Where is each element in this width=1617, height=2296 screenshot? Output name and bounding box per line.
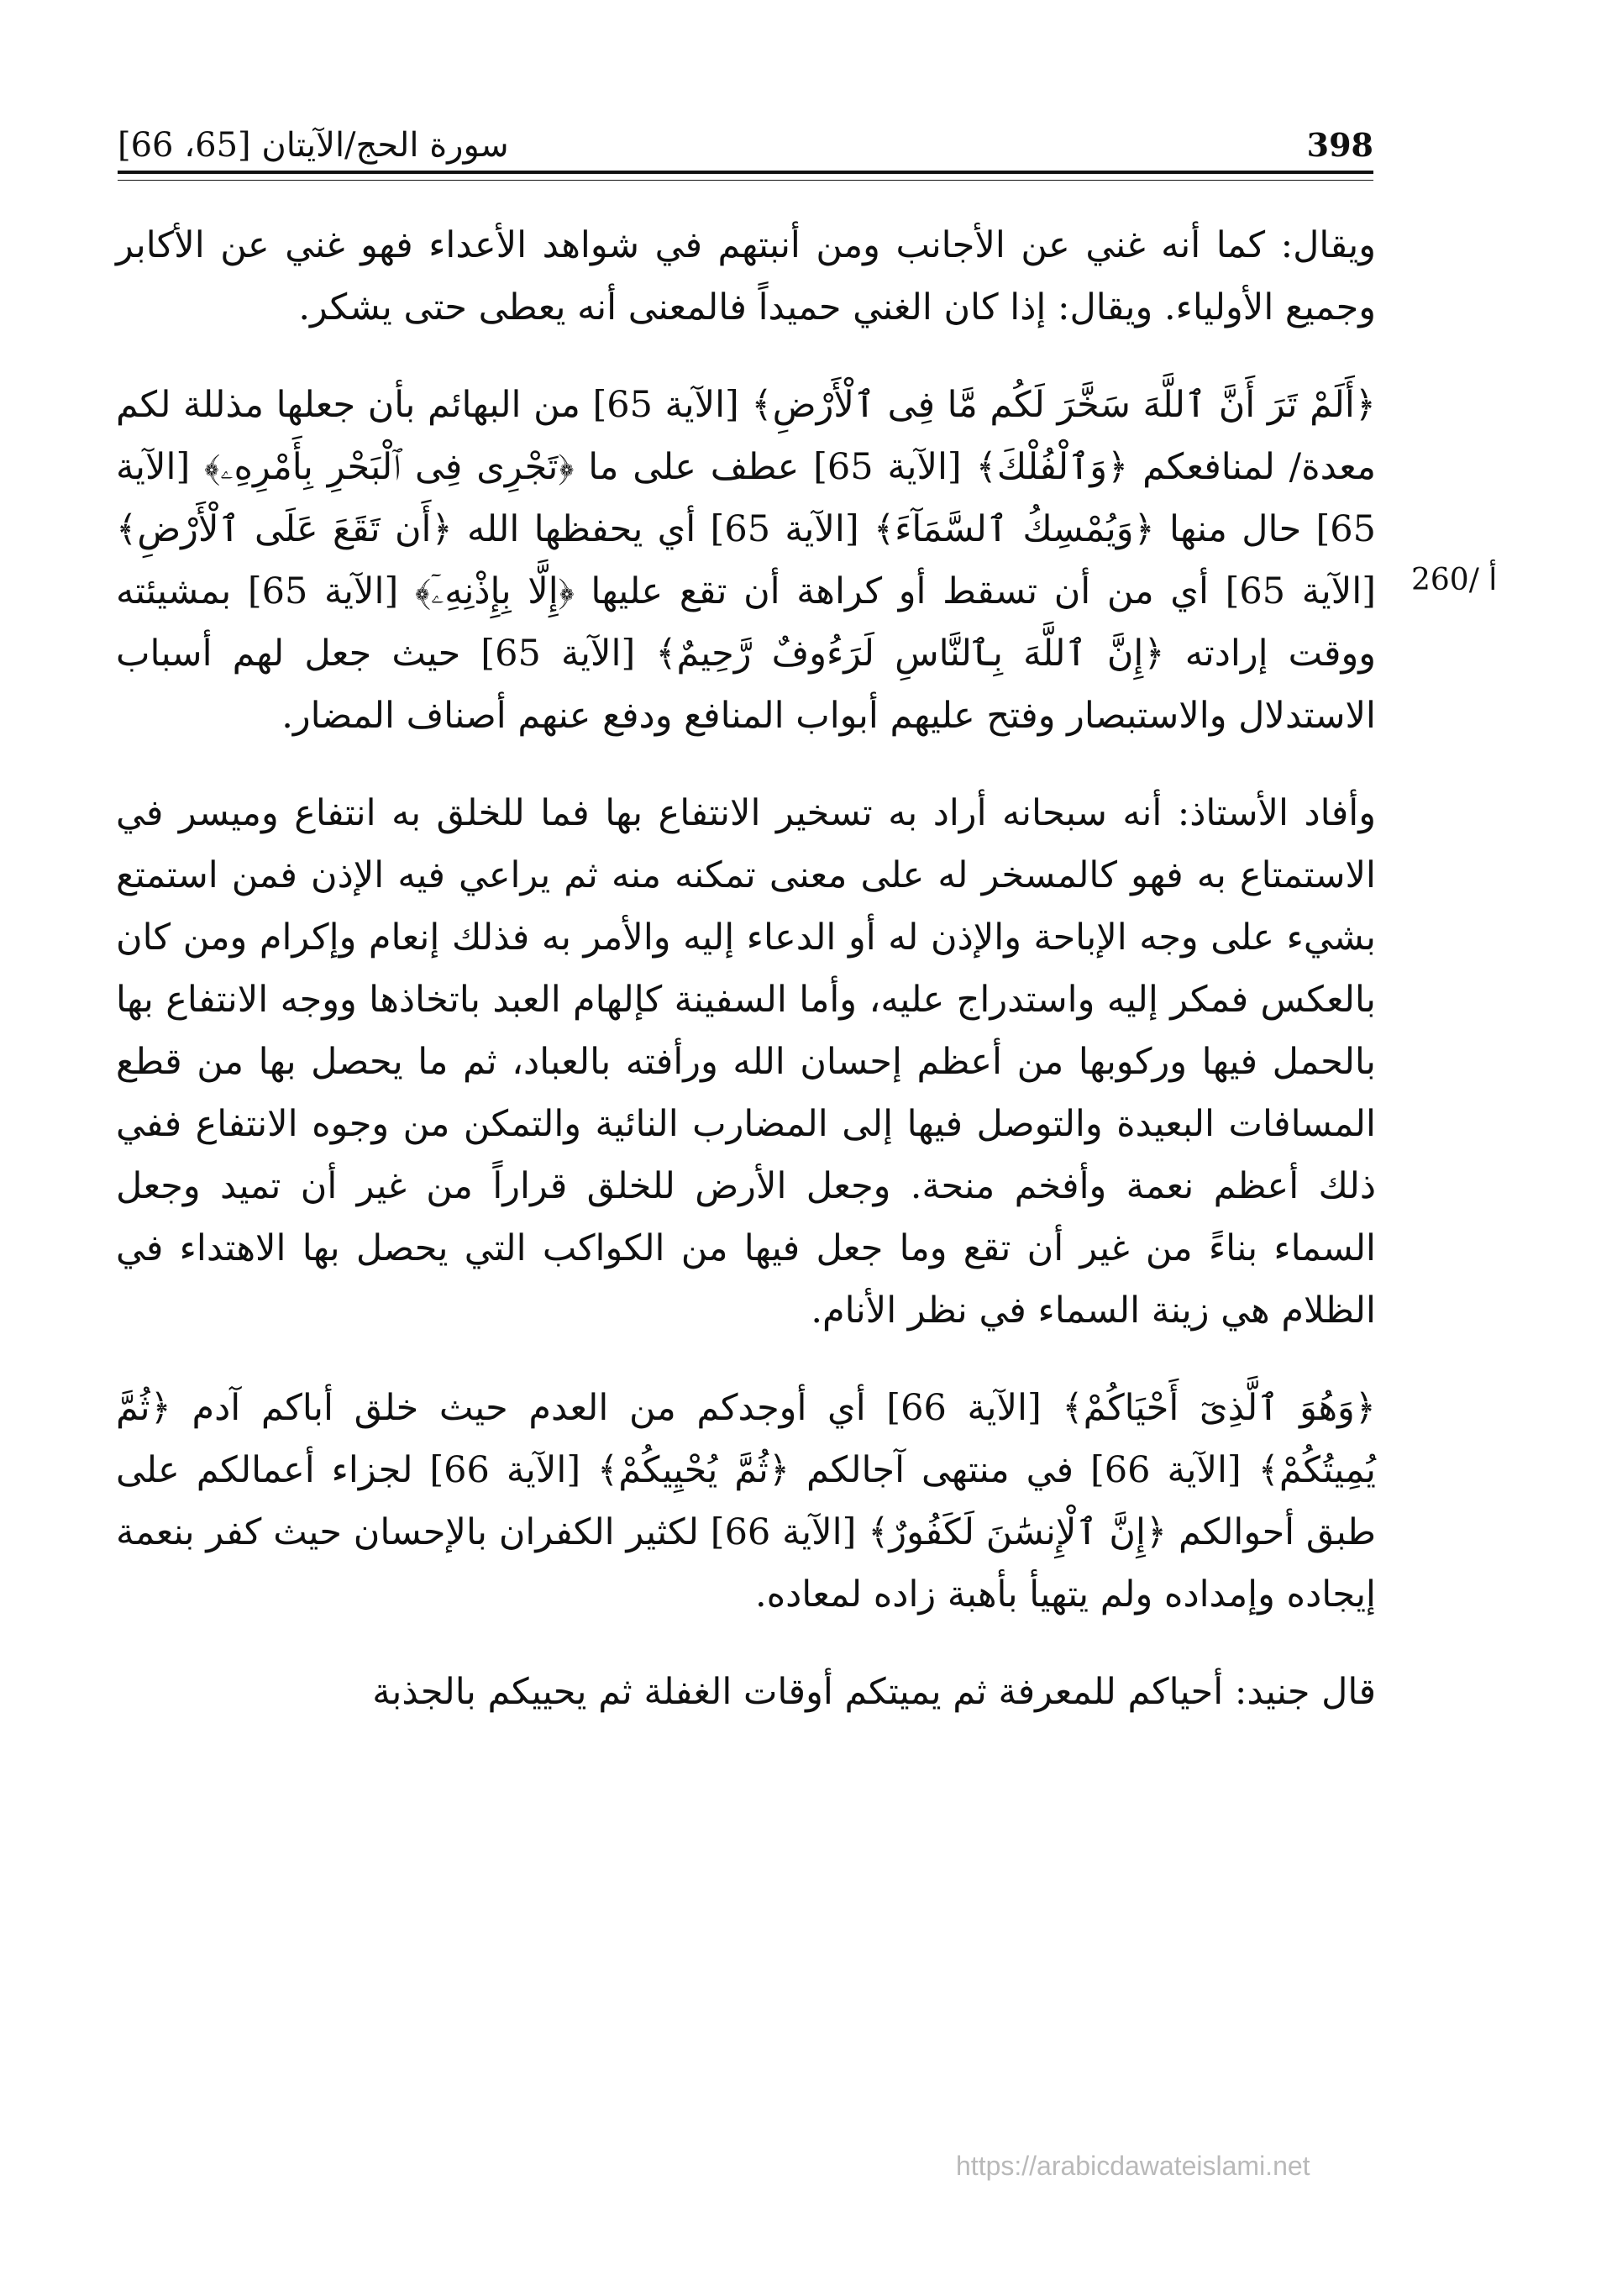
paragraph: قال جنيد: أحياكم للمعرفة ثم يميتكم أوقات الغفلة ثم يحييكم بالجذبة bbox=[372, 1671, 1376, 1713]
paragraph: ﴿وَهُوَ ٱلَّذِىٓ أَحْيَاكُمْ﴾ [الآية 66] أي أوجدكم من العدم حيث خلق أباكم آدم ﴿ثُمَّ يُمِيتُكُمْ﴾ [الآية 66] في منتهى آجالكم ﴿ثُمَّ يُحْيِيكُمْ﴾ [الآية 66] لجزاء أعمالكم على طبق أحوالكم ﴿إِنَّ ٱلْإِنسَٰنَ لَكَفُورٌ﴾ [الآية 66] لكثير الكفران بالإحسان حيث كفر بنعمة إيجاده وإمداده ولم يتهيأ بأهبة زاده لمعاده. bbox=[116, 1387, 1376, 1616]
margin-folio-note: 260/ أ bbox=[1411, 563, 1498, 597]
paragraph: ويقال: كما أنه غني عن الأجانب ومن أنبتهم في شواهد الأعداء فهو غني عن الأكابر وجميع الأولياء. ويقال: إذا كان الغني حميداً فالمعنى أنه يعطى حتى يشكر. bbox=[116, 224, 1376, 328]
watermark: https://arabicdawateislami.net bbox=[956, 2151, 1310, 2181]
running-title: سورة الحج/الآيتان [65، 66] bbox=[118, 126, 509, 165]
page-number: 398 bbox=[1306, 126, 1373, 164]
main-text bbox=[116, 214, 1376, 1758]
page-header bbox=[118, 126, 1373, 168]
paragraph: ﴿أَلَمْ تَرَ أَنَّ ٱللَّهَ سَخَّرَ لَكُم مَّا فِى ٱلْأَرْضِ﴾ [الآية 65] من البهائم بأن جعلها مذللة لكم معدة/ لمنافعكم ﴿وَٱلْفُلْكَ﴾ [الآية 65] عطف على ما ﴿تَجْرِى فِى ٱلْبَحْرِ بِأَمْرِهِۦ﴾ [الآية 65] حال منها ﴿وَيُمْسِكُ ٱلسَّمَآءَ﴾ [الآية 65] أي يحفظها الله ﴿أَن تَقَعَ عَلَى ٱلْأَرْضِ﴾ [الآية 65] أي من أن تسقط أو كراهة أن تقع عليها ﴿إِلَّا بِإِذْنِهِۦٓ﴾ [الآية 65] بمشيئته ووقت إرادته ﴿إِنَّ ٱللَّهَ بِٱلنَّاسِ لَرَءُوفٌ رَّحِيمٌ﴾ [الآية 65] حيث جعل لهم أسباب الاستدلال والاستبصار وفتح عليهم أبواب المنافع ودفع عنهم أصناف المضار. bbox=[116, 384, 1377, 737]
header-rule-thick bbox=[118, 171, 1373, 174]
header-rule-thin bbox=[118, 180, 1373, 181]
paragraph: وأفاد الأستاذ: أنه سبحانه أراد به تسخير الانتفاع بها فما للخلق به انتفاع وميسر في الاستمتاع به فهو كالمسخر له على معنى تمكنه منه ثم يراعي فيه الإذن فمن استمتع بشيء على وجه الإباحة والإذن له أو الدعاء إليه والأمر به فذلك إنعام وإكرام ومن كان بالعكس فمكر إليه واستدراج عليه، وأما السفينة كإلهام العبد باتخاذها ووجه الانتفاع بها بالحمل فيها وركوبها من أعظم إحسان الله ورأفته بالعباد، ثم ما يحصل بها من قطع المسافات البعيدة والتوصل فيها إلى المضارب النائية والتمكن من وجوه الانتفاع ففي ذلك أعظم نعمة وأفخم منحة. وجعل الأرض للخلق قراراً من غير أن تميد وجعل السماء بناءً من غير أن تقع وما جعل فيها من الكواكب التي يحصل بها الاهتداء في الظلام هي زينة السماء في نظر الأنام. bbox=[116, 792, 1376, 1332]
